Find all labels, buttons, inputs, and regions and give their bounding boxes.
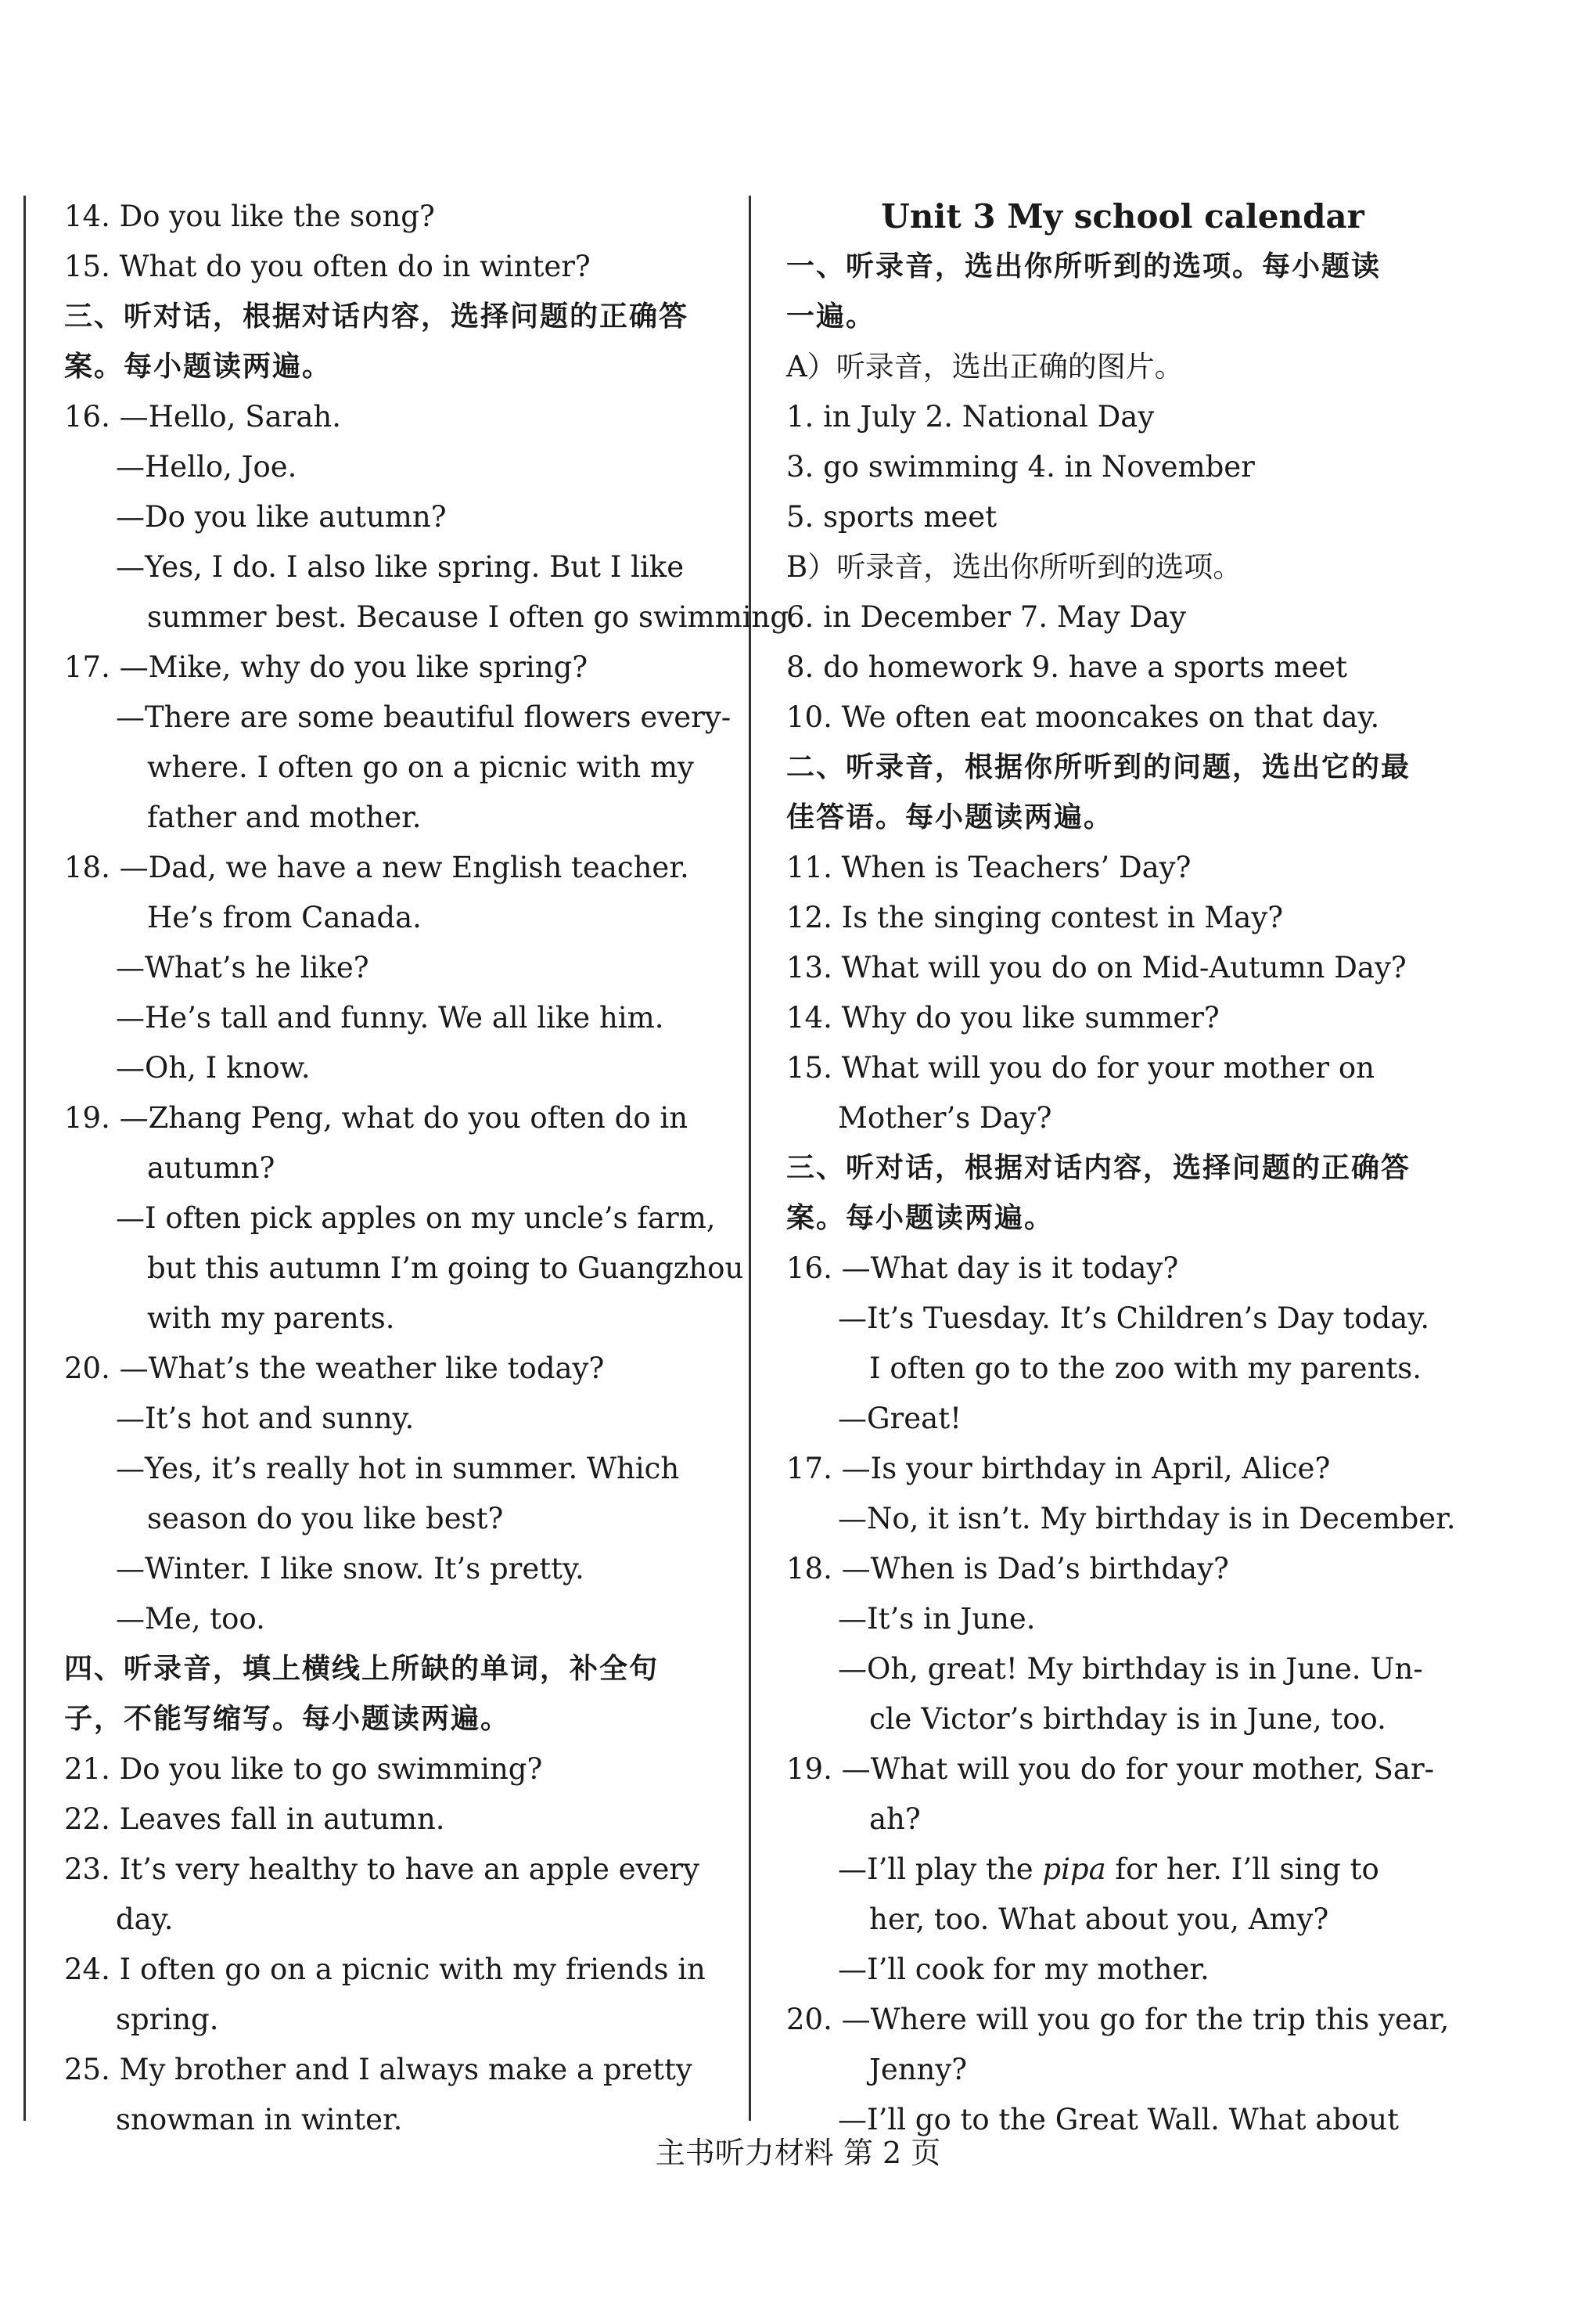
section-heading: 案。每小题读两遍。 xyxy=(64,351,332,383)
line: where. I often go on a picnic with my xyxy=(147,750,694,784)
line: season do you like best? xyxy=(147,1502,504,1535)
line: 17. —Is your birthday in April, Alice? xyxy=(786,1452,1331,1485)
line: 16. —What day is it today? xyxy=(786,1251,1179,1285)
line: 18. —When is Dad’s birthday? xyxy=(786,1552,1229,1586)
line: 14. Why do you like summer? xyxy=(786,1001,1220,1035)
line: 16. —Hello, Sarah. xyxy=(64,400,341,434)
line: 1. in July 2. National Day xyxy=(786,400,1155,434)
line: 13. What will you do on Mid-Autumn Day? xyxy=(786,951,1407,984)
line: 20. —What’s the weather like today? xyxy=(64,1352,605,1385)
line: —Me, too. xyxy=(116,1602,265,1636)
line: 15. What will you do for your mother on xyxy=(786,1051,1375,1085)
line: —What’s he like? xyxy=(116,951,369,984)
line: —I often pick apples on my uncle’s farm, xyxy=(116,1201,716,1235)
line: B）听录音，选出你所听到的选项。 xyxy=(786,550,1242,584)
line: ah? xyxy=(869,1802,921,1836)
line: spring. xyxy=(116,2003,219,2036)
section-heading: 四、听录音，填上横线上所缺的单词，补全句 xyxy=(64,1653,660,1685)
unit-title: Unit 3 My school calendar xyxy=(881,197,1364,236)
line: —It’s in June. xyxy=(838,1602,1036,1636)
section-heading: 一遍。 xyxy=(786,301,876,333)
line: A）听录音，选出正确的图片。 xyxy=(786,350,1184,383)
line-part: —I’ll play the xyxy=(838,1852,1043,1886)
section-heading: 案。每小题读两遍。 xyxy=(786,1202,1055,1234)
line: —Yes, it’s really hot in summer. Which xyxy=(116,1452,680,1485)
line: —Yes, I do. I also like spring. But I like xyxy=(116,550,685,584)
line: father and mother. xyxy=(147,801,422,834)
line: —I’ll go to the Great Wall. What about xyxy=(838,2103,1399,2136)
line: —Great! xyxy=(838,1402,962,1435)
line: 20. —Where will you go for the trip this year, xyxy=(786,2003,1450,2036)
pipa-italic: pipa xyxy=(1042,1852,1106,1886)
line: 14. Do you like the song? xyxy=(64,200,435,233)
left-column xyxy=(64,192,798,2145)
column-divider xyxy=(749,196,751,2121)
line: with my parents. xyxy=(147,1301,395,1335)
page-footer: 主书听力材料 第 2 页 xyxy=(655,2136,941,2170)
line-part: for her. I’ll sing to xyxy=(1105,1852,1379,1886)
line: 8. do homework 9. have a sports meet xyxy=(786,650,1348,684)
section-heading: 子，不能写缩写。每小题读两遍。 xyxy=(64,1703,511,1735)
line: 23. It’s very healthy to have an apple every xyxy=(64,1852,699,1886)
line: 12. Is the singing contest in May? xyxy=(786,901,1284,934)
line: 11. When is Teachers’ Day? xyxy=(786,851,1192,884)
line: 25. My brother and I always make a pretty xyxy=(64,2053,692,2086)
line: —No, it isn’t. My birthday is in December. xyxy=(838,1502,1456,1535)
line: —There are some beautiful flowers every- xyxy=(116,700,732,734)
line: 15. What do you often do in winter? xyxy=(64,250,591,283)
line: He’s from Canada. xyxy=(147,901,422,934)
line: but this autumn I’m going to Guangzhou xyxy=(147,1251,744,1285)
line: —I’ll cook for my mother. xyxy=(838,1953,1210,1986)
line: her, too. What about you, Amy? xyxy=(869,1902,1329,1936)
left-margin-rule xyxy=(23,196,26,2121)
right-column xyxy=(786,192,1456,2145)
section-heading: 三、听对话，根据对话内容，选择问题的正确答 xyxy=(786,1152,1411,1184)
line: autumn? xyxy=(147,1151,275,1185)
line: —Winter. I like snow. It’s pretty. xyxy=(116,1552,584,1586)
line: snowman in winter. xyxy=(116,2103,403,2136)
line: 19. —What will you do for your mother, Sar- xyxy=(786,1752,1435,1786)
line: 24. I often go on a picnic with my friends in xyxy=(64,1953,706,1986)
line: —It’s Tuesday. It’s Children’s Day today. xyxy=(838,1301,1430,1335)
line xyxy=(786,1845,1451,1895)
line: 22. Leaves fall in autumn. xyxy=(64,1802,445,1836)
line: 3. go swimming 4. in November xyxy=(786,450,1255,484)
line: I often go to the zoo with my parents. xyxy=(869,1352,1422,1385)
section-heading: 三、听对话，根据对话内容，选择问题的正确答 xyxy=(64,301,689,333)
line: Jenny? xyxy=(869,2053,968,2086)
line: —He’s tall and funny. We all like him. xyxy=(116,1001,664,1035)
section-heading: 二、听录音，根据你所听到的问题，选出它的最 xyxy=(786,751,1411,783)
line: 17. —Mike, why do you like spring? xyxy=(64,650,588,684)
line: —Oh, I know. xyxy=(116,1051,311,1085)
line: summer best. Because I often go swimming. xyxy=(147,600,798,634)
line: 10. We often eat mooncakes on that day. xyxy=(786,700,1380,734)
line: 18. —Dad, we have a new English teacher. xyxy=(64,851,689,884)
section-heading: 一、听录音，选出你所听到的选项。每小题读 xyxy=(786,250,1382,283)
line: Mother’s Day? xyxy=(838,1101,1052,1135)
line: cle Victor’s birthday is in June, too. xyxy=(869,1702,1386,1736)
line: —Do you like autumn? xyxy=(116,500,447,534)
line: 6. in December 7. May Day xyxy=(786,600,1187,634)
line: —It’s hot and sunny. xyxy=(116,1402,415,1435)
line: 21. Do you like to go swimming? xyxy=(64,1752,543,1786)
line: —Hello, Joe. xyxy=(116,450,297,484)
line: day. xyxy=(116,1902,174,1936)
section-heading: 佳答语。每小题读两遍。 xyxy=(786,801,1114,833)
line: 5. sports meet xyxy=(786,500,998,534)
line: —Oh, great! My birthday is in June. Un- xyxy=(838,1652,1423,1686)
line: 19. —Zhang Peng, what do you often do in xyxy=(64,1101,688,1135)
